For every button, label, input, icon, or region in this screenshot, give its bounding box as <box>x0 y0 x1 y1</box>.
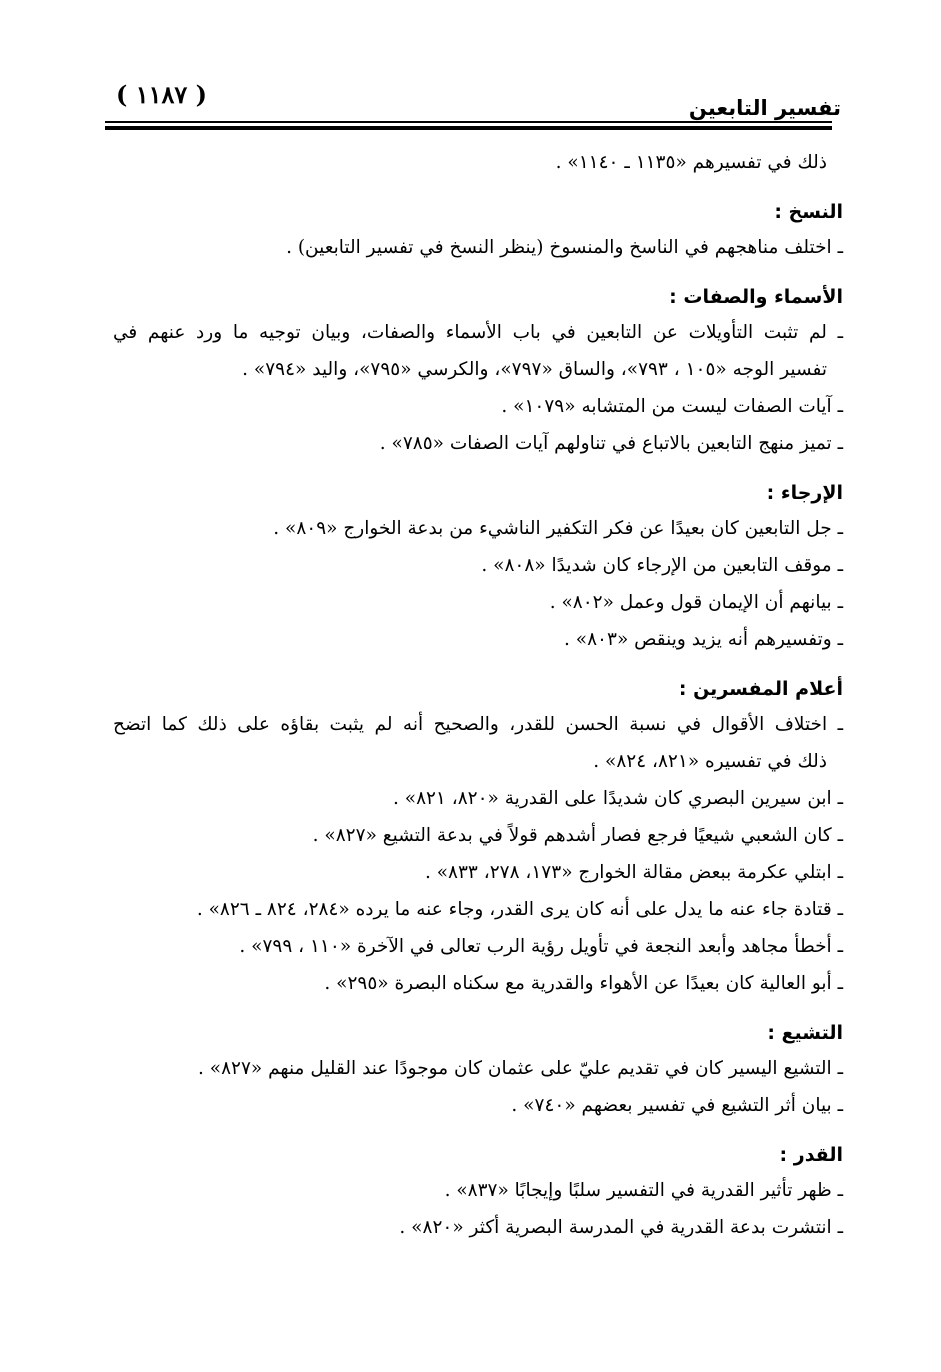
entry-line: ـ ابن سيرين البصري كان شديدًا على القدرية «٨٢٠، ٨٢١» . <box>392 788 843 809</box>
entry-line: ـ قتادة جاء عنه ما يدل على أنه كان يرى القدر، وجاء عنه ما يرده «٢٨٤، ٨٢٤ ـ ٨٢٦» . <box>196 899 843 920</box>
entry-line: ـ لم تثبت التأويلات عن التابعين في باب الأسماء والصفات، وبيان توجيه ما ورد عنهم في <box>113 322 843 343</box>
header-rule-thin <box>105 121 832 123</box>
entry-continuation-line: ذلك في تفسيره «٨٢١، ٨٢٤» . <box>593 751 827 772</box>
entry-line: ـ تميز منهج التابعين بالاتباع في تناولهم آيات الصفات «٧٨٥» . <box>379 433 843 454</box>
header-rule-thick <box>105 126 832 130</box>
entry-line: ـ اختلاف الأقوال في نسبة الحسن للقدر، والصحيح أنه لم يثبت بقاؤه على ذلك كما اتضح <box>113 714 843 735</box>
section-heading-tashayyu: التشيع : <box>767 1022 843 1044</box>
entry-line: ـ التشيع اليسير كان في تقديم عليّ على عثمان كان موجودًا عند القليل منهم «٨٢٧» . <box>198 1058 843 1079</box>
entry-line: ـ انتشرت بدعة القدرية في المدرسة البصرية أكثر «٨٢٠» . <box>399 1217 843 1238</box>
entry-line: ـ وتفسيرهم أنه يزيد وينقص «٨٠٣» . <box>564 629 843 650</box>
section-heading-irja: الإرجاء : <box>766 482 843 504</box>
section-heading-commentators: أعلام المفسرين : <box>678 678 843 700</box>
entry-line: ـ أخطأ مجاهد وأبعد النجعة في تأويل رؤية الرب تعالى في الآخرة «١١٠ ، ٧٩٩» . <box>239 936 843 957</box>
running-header-title: تفسير التابعين <box>688 96 841 120</box>
entry-line: ـ آيات الصفات ليست من المتشابه «١٠٧٩» . <box>501 396 843 417</box>
entry-line: ـ كان الشعبي شيعيًا فرجع فصار أشدهم قولاً في بدعة التشيع «٨٢٧» . <box>312 825 843 846</box>
section-heading-qadar: القدر : <box>779 1144 843 1166</box>
entry-line: ـ ظهر تأثير القدرية في التفسير سلبًا وإيجابًا «٨٣٧» . <box>444 1180 843 1201</box>
continued-line: ذلك في تفسيرهم «١١٣٥ ـ ١١٤٠» . <box>555 152 827 173</box>
entry-line: ـ اختلف مناهجهم في الناسخ والمنسوخ (ينظر النسخ في تفسير التابعين) . <box>286 237 843 258</box>
section-heading-naskh: النسخ : <box>774 201 843 223</box>
entry-line: ـ بيانهم أن الإيمان قول وعمل «٨٠٢» . <box>549 592 843 613</box>
entry-continuation-line: تفسير الوجه «١٠٥ ، ٧٩٣»، والساق «٧٩٧»، والكرسي «٧٩٥»، واليد «٧٩٤» . <box>242 359 827 380</box>
entry-line: ـ أبو العالية كان بعيدًا عن الأهواء والقدرية مع سكناه البصرة «٢٩٥» . <box>324 973 843 994</box>
page-number: ( ١١٨٧ ) <box>116 80 207 109</box>
index-content <box>113 150 843 1252</box>
section-heading-names-attributes: الأسماء والصفات : <box>669 286 843 308</box>
entry-line: ـ بيان أثر التشيع في تفسير بعضهم «٧٤٠» . <box>511 1095 843 1116</box>
entry-line: ـ جل التابعين كان بعيدًا عن فكر التكفير الناشيء من بدعة الخوارج «٨٠٩» . <box>273 518 843 539</box>
entry-line: ـ موقف التابعين من الإرجاء كان شديدًا «٨٠٨» . <box>481 555 843 576</box>
entry-line: ـ ابتلي عكرمة ببعض مقالة الخوارج «١٧٣، ٢٧٨، ٨٣٣» . <box>424 862 843 883</box>
